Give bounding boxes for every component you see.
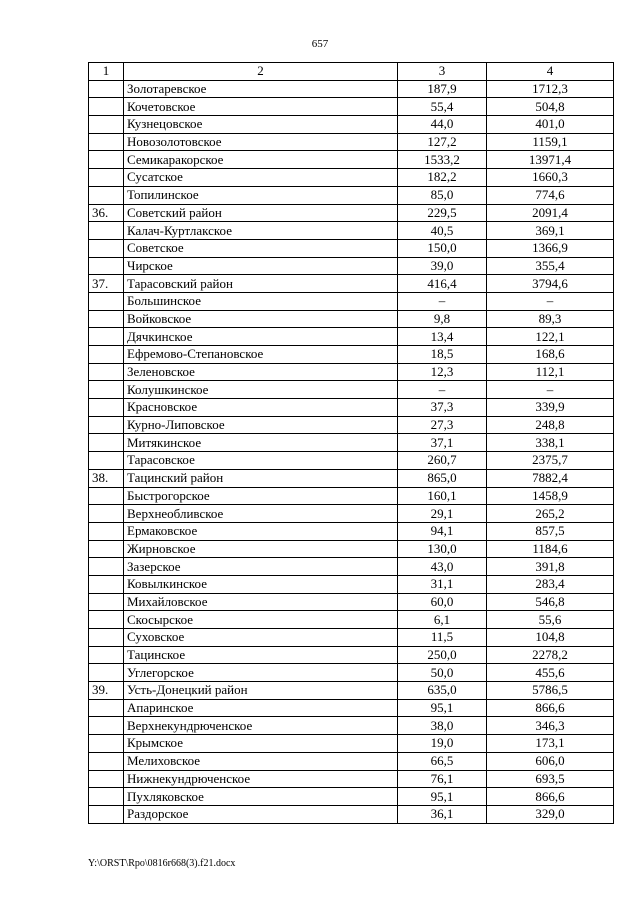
column-4-value-cell: 339,9: [487, 399, 614, 417]
column-3-value-cell: 95,1: [398, 788, 487, 806]
row-number-cell: 36.: [89, 204, 124, 222]
row-number-cell: [89, 522, 124, 540]
column-4-value-cell: 1660,3: [487, 169, 614, 187]
settlement-name-cell: Ермаковское: [124, 522, 398, 540]
column-3-value-cell: 50,0: [398, 664, 487, 682]
column-3-value-cell: 44,0: [398, 116, 487, 134]
column-3-value-cell: 76,1: [398, 770, 487, 788]
table-row: [89, 646, 614, 664]
column-header: 1: [89, 63, 124, 81]
row-number-cell: [89, 186, 124, 204]
row-number-cell: [89, 788, 124, 806]
column-3-value-cell: 182,2: [398, 169, 487, 187]
column-3-value-cell: 38,0: [398, 717, 487, 735]
column-4-value-cell: 3794,6: [487, 275, 614, 293]
table-row: [89, 275, 614, 293]
column-3-value-cell: 187,9: [398, 80, 487, 98]
column-3-value-cell: 43,0: [398, 558, 487, 576]
column-4-value-cell: 329,0: [487, 805, 614, 823]
table-row: [89, 257, 614, 275]
table-row: [89, 222, 614, 240]
table-row: [89, 770, 614, 788]
row-number-cell: [89, 558, 124, 576]
column-3-value-cell: 260,7: [398, 452, 487, 470]
table-row: [89, 699, 614, 717]
settlement-name-cell: Жирновское: [124, 540, 398, 558]
column-3-value-cell: 39,0: [398, 257, 487, 275]
row-number-cell: [89, 346, 124, 364]
table-row: [89, 399, 614, 417]
column-4-value-cell: 369,1: [487, 222, 614, 240]
column-3-value-cell: 66,5: [398, 752, 487, 770]
row-number-cell: [89, 222, 124, 240]
column-4-value-cell: 866,6: [487, 788, 614, 806]
column-3-value-cell: 6,1: [398, 611, 487, 629]
settlement-name-cell: Семикаракорское: [124, 151, 398, 169]
column-4-value-cell: 5786,5: [487, 682, 614, 700]
data-table: [88, 62, 614, 824]
column-4-value-cell: 338,1: [487, 434, 614, 452]
column-4-value-cell: 866,6: [487, 699, 614, 717]
settlement-name-cell: Мелиховское: [124, 752, 398, 770]
column-4-value-cell: 355,4: [487, 257, 614, 275]
settlement-name-cell: Топилинское: [124, 186, 398, 204]
row-number-cell: [89, 328, 124, 346]
column-3-value-cell: –: [398, 381, 487, 399]
row-number-cell: [89, 80, 124, 98]
table-row: [89, 381, 614, 399]
column-4-value-cell: 401,0: [487, 116, 614, 134]
column-3-value-cell: 865,0: [398, 469, 487, 487]
column-3-value-cell: 29,1: [398, 505, 487, 523]
table-row: [89, 328, 614, 346]
column-4-value-cell: –: [487, 292, 614, 310]
settlement-name-cell: Калач-Куртлакское: [124, 222, 398, 240]
row-number-cell: [89, 169, 124, 187]
settlement-name-cell: Пухляковское: [124, 788, 398, 806]
column-4-value-cell: 391,8: [487, 558, 614, 576]
table-row: [89, 239, 614, 257]
column-4-value-cell: 346,3: [487, 717, 614, 735]
table-row: [89, 98, 614, 116]
column-3-value-cell: 95,1: [398, 699, 487, 717]
table-row: [89, 363, 614, 381]
table-row: [89, 629, 614, 647]
column-3-value-cell: 37,1: [398, 434, 487, 452]
table-row: [89, 805, 614, 823]
row-number-cell: [89, 752, 124, 770]
settlement-name-cell: Апаринское: [124, 699, 398, 717]
table-row: [89, 310, 614, 328]
page-number: 657: [311, 38, 329, 50]
settlement-name-cell: Михайловское: [124, 593, 398, 611]
table-row: [89, 788, 614, 806]
column-4-value-cell: 1159,1: [487, 133, 614, 151]
column-3-value-cell: 127,2: [398, 133, 487, 151]
column-header: 4: [487, 63, 614, 81]
row-number-cell: 38.: [89, 469, 124, 487]
column-3-value-cell: 31,1: [398, 575, 487, 593]
table-header-row: [89, 63, 614, 81]
row-number-cell: [89, 98, 124, 116]
row-number-cell: [89, 434, 124, 452]
column-3-value-cell: 150,0: [398, 239, 487, 257]
table-row: [89, 416, 614, 434]
column-3-value-cell: 37,3: [398, 399, 487, 417]
column-4-value-cell: 173,1: [487, 735, 614, 753]
table-row: [89, 292, 614, 310]
table-row: [89, 169, 614, 187]
settlement-name-cell: Большинское: [124, 292, 398, 310]
row-number-cell: [89, 593, 124, 611]
settlement-name-cell: Быстрогорское: [124, 487, 398, 505]
column-4-value-cell: 2091,4: [487, 204, 614, 222]
row-number-cell: [89, 646, 124, 664]
row-number-cell: [89, 239, 124, 257]
settlement-name-cell: Сусатское: [124, 169, 398, 187]
settlement-name-cell: Советский район: [124, 204, 398, 222]
table-row: [89, 522, 614, 540]
settlement-name-cell: Верхнекундрюченское: [124, 717, 398, 735]
table-row: [89, 186, 614, 204]
settlement-name-cell: Тацинский район: [124, 469, 398, 487]
row-number-cell: [89, 452, 124, 470]
column-4-value-cell: 1184,6: [487, 540, 614, 558]
column-3-value-cell: 19,0: [398, 735, 487, 753]
column-3-value-cell: 27,3: [398, 416, 487, 434]
table-row: [89, 752, 614, 770]
settlement-name-cell: Войковское: [124, 310, 398, 328]
column-3-value-cell: 85,0: [398, 186, 487, 204]
column-3-value-cell: 635,0: [398, 682, 487, 700]
settlement-name-cell: Тарасовское: [124, 452, 398, 470]
settlement-name-cell: Зазерское: [124, 558, 398, 576]
table-row: [89, 116, 614, 134]
settlement-name-cell: Кочетовское: [124, 98, 398, 116]
column-3-value-cell: 94,1: [398, 522, 487, 540]
settlement-name-cell: Кузнецовское: [124, 116, 398, 134]
column-3-value-cell: 60,0: [398, 593, 487, 611]
settlement-name-cell: Верхнеобливское: [124, 505, 398, 523]
settlement-name-cell: Колушкинское: [124, 381, 398, 399]
settlement-name-cell: Ковылкинское: [124, 575, 398, 593]
row-number-cell: [89, 717, 124, 735]
table-row: [89, 346, 614, 364]
table-row: [89, 682, 614, 700]
column-3-value-cell: 11,5: [398, 629, 487, 647]
column-header: 3: [398, 63, 487, 81]
row-number-cell: [89, 292, 124, 310]
column-3-value-cell: 36,1: [398, 805, 487, 823]
table-row: [89, 558, 614, 576]
column-4-value-cell: 112,1: [487, 363, 614, 381]
row-number-cell: [89, 151, 124, 169]
table-row: [89, 575, 614, 593]
column-4-value-cell: 1712,3: [487, 80, 614, 98]
table-row: [89, 80, 614, 98]
column-4-value-cell: 122,1: [487, 328, 614, 346]
column-4-value-cell: 168,6: [487, 346, 614, 364]
column-4-value-cell: 265,2: [487, 505, 614, 523]
row-number-cell: [89, 381, 124, 399]
column-4-value-cell: 606,0: [487, 752, 614, 770]
row-number-cell: [89, 416, 124, 434]
table-row: [89, 151, 614, 169]
settlement-name-cell: Нижнекундрюченское: [124, 770, 398, 788]
column-4-value-cell: 1458,9: [487, 487, 614, 505]
column-4-value-cell: 546,8: [487, 593, 614, 611]
column-4-value-cell: 2375,7: [487, 452, 614, 470]
column-3-value-cell: 18,5: [398, 346, 487, 364]
table-row: [89, 487, 614, 505]
settlement-name-cell: Курно-Липовское: [124, 416, 398, 434]
column-3-value-cell: 13,4: [398, 328, 487, 346]
column-3-value-cell: 416,4: [398, 275, 487, 293]
settlement-name-cell: Дячкинское: [124, 328, 398, 346]
column-4-value-cell: 857,5: [487, 522, 614, 540]
column-4-value-cell: 504,8: [487, 98, 614, 116]
column-4-value-cell: 13971,4: [487, 151, 614, 169]
settlement-name-cell: Митякинское: [124, 434, 398, 452]
column-4-value-cell: 1366,9: [487, 239, 614, 257]
column-4-value-cell: 89,3: [487, 310, 614, 328]
column-3-value-cell: 229,5: [398, 204, 487, 222]
table-row: [89, 133, 614, 151]
settlement-name-cell: Углегорское: [124, 664, 398, 682]
column-3-value-cell: 160,1: [398, 487, 487, 505]
row-number-cell: [89, 629, 124, 647]
settlement-name-cell: Золотаревское: [124, 80, 398, 98]
column-4-value-cell: 248,8: [487, 416, 614, 434]
settlement-name-cell: Тацинское: [124, 646, 398, 664]
column-4-value-cell: 774,6: [487, 186, 614, 204]
column-3-value-cell: 12,3: [398, 363, 487, 381]
column-4-value-cell: 104,8: [487, 629, 614, 647]
column-4-value-cell: 2278,2: [487, 646, 614, 664]
row-number-cell: [89, 363, 124, 381]
row-number-cell: [89, 770, 124, 788]
row-number-cell: [89, 540, 124, 558]
row-number-cell: 39.: [89, 682, 124, 700]
row-number-cell: [89, 399, 124, 417]
table-row: [89, 664, 614, 682]
settlement-name-cell: Новозолотовское: [124, 133, 398, 151]
row-number-cell: [89, 487, 124, 505]
column-3-value-cell: 130,0: [398, 540, 487, 558]
row-number-cell: [89, 116, 124, 134]
table-row: [89, 204, 614, 222]
settlement-name-cell: Ефремово-Степановское: [124, 346, 398, 364]
settlement-name-cell: Тарасовский район: [124, 275, 398, 293]
settlement-name-cell: Скосырское: [124, 611, 398, 629]
column-3-value-cell: 55,4: [398, 98, 487, 116]
column-4-value-cell: 693,5: [487, 770, 614, 788]
row-number-cell: [89, 505, 124, 523]
settlement-name-cell: Усть-Донецкий район: [124, 682, 398, 700]
table-row: [89, 505, 614, 523]
table-row: [89, 611, 614, 629]
column-4-value-cell: 7882,4: [487, 469, 614, 487]
table-row: [89, 434, 614, 452]
table-row: [89, 469, 614, 487]
settlement-name-cell: Чирское: [124, 257, 398, 275]
column-3-value-cell: –: [398, 292, 487, 310]
settlement-name-cell: Суховское: [124, 629, 398, 647]
table-row: [89, 540, 614, 558]
row-number-cell: 37.: [89, 275, 124, 293]
row-number-cell: [89, 699, 124, 717]
row-number-cell: [89, 575, 124, 593]
table-row: [89, 452, 614, 470]
row-number-cell: [89, 664, 124, 682]
settlement-name-cell: Раздорское: [124, 805, 398, 823]
settlement-name-cell: Зеленовское: [124, 363, 398, 381]
table-row: [89, 735, 614, 753]
row-number-cell: [89, 611, 124, 629]
file-path-footer: Y:\ORST\Rpo\0816r668(3).f21.docx: [88, 858, 236, 869]
column-3-value-cell: 40,5: [398, 222, 487, 240]
column-4-value-cell: 55,6: [487, 611, 614, 629]
row-number-cell: [89, 133, 124, 151]
column-3-value-cell: 1533,2: [398, 151, 487, 169]
row-number-cell: [89, 805, 124, 823]
table-row: [89, 593, 614, 611]
row-number-cell: [89, 257, 124, 275]
column-4-value-cell: –: [487, 381, 614, 399]
settlement-name-cell: Советское: [124, 239, 398, 257]
column-3-value-cell: 250,0: [398, 646, 487, 664]
settlement-name-cell: Крымское: [124, 735, 398, 753]
column-4-value-cell: 455,6: [487, 664, 614, 682]
column-4-value-cell: 283,4: [487, 575, 614, 593]
row-number-cell: [89, 735, 124, 753]
column-header: 2: [124, 63, 398, 81]
row-number-cell: [89, 310, 124, 328]
column-3-value-cell: 9,8: [398, 310, 487, 328]
settlement-name-cell: Красновское: [124, 399, 398, 417]
table-row: [89, 717, 614, 735]
